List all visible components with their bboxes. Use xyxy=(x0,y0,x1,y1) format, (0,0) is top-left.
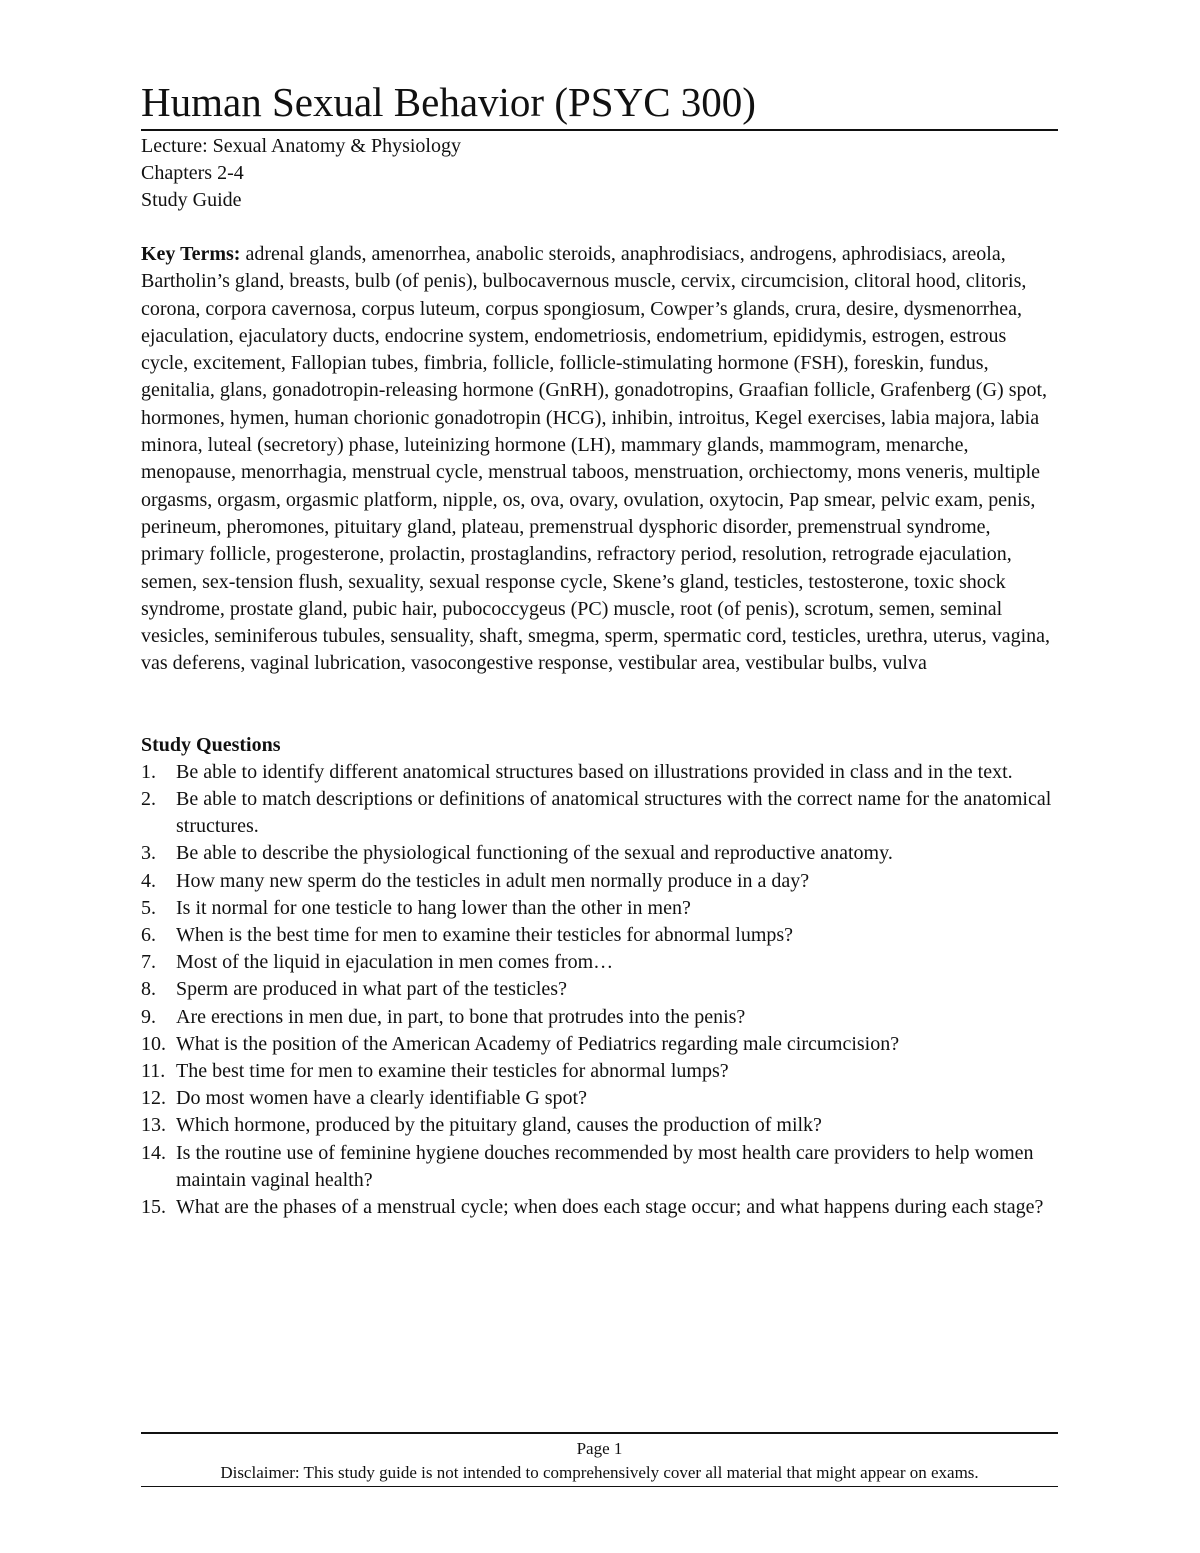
key-terms-label: Key Terms: xyxy=(141,243,241,265)
question-number: 12. xyxy=(141,1087,166,1110)
question-text: When is the best time for men to examine their testicles for abnormal lumps? xyxy=(176,923,794,946)
question-text: Are erections in men due, in part, to bone that protrudes into the penis? xyxy=(176,1005,746,1028)
question-number: 3. xyxy=(141,842,156,865)
question-number: 10. xyxy=(141,1032,166,1055)
list-item xyxy=(141,1085,1058,1112)
question-number: 2. xyxy=(141,787,156,810)
question-number: 11. xyxy=(141,1059,166,1082)
list-item xyxy=(141,868,1058,895)
study-questions-heading: Study Questions xyxy=(141,733,281,756)
list-item xyxy=(141,786,1058,840)
question-text: Be able to describe the physiological functioning of the sexual and reproductive anatomy. xyxy=(176,842,893,865)
question-text: Which hormone, produced by the pituitary gland, causes the production of milk? xyxy=(176,1114,822,1137)
question-number: 15. xyxy=(141,1196,166,1218)
key-terms-text: adrenal glands, amenorrhea, anabolic steroids, anaphrodisiacs, androgens, aphrodisiacs, areola, Bartholin’s gland, breasts, bulb (of penis), bulbocavernous muscle, cervix, circumcision, clitoral hood, clitoris, corona, corpora cavernosa, corpus luteum, corpus spongiosum, Cowper’s glands, crura, desire, dysmenorrhea, ejaculation, ejaculatory ducts, endocrine system, endometriosis, endometrium, epididymis, estrogen, estrous cycle, excitement, Fallopian tubes, fimbria, follicle, follicle-stimulating hormone (FSH), foreskin, fundus, genitalia, glans, gonadotropin-releasing hormone (GnRH), gonadotropins, Graafian follicle, Grafenberg (G) spot, hormones, hymen, human chorionic gonadotropin (HCG), inhibin, introitus, Kegel exercises, labia majora, labia minora, luteal (secretory) phase, luteinizing hormone (LH), mammary glands, mammogram, menarche, menopause, menorrhagia, menstrual cycle, menstrual taboos, menstruation, orchiectomy, mons veneris, multiple orgasms, orgasm, orgasmic platform, nipple, os, ova, ovary, ovulation, oxytocin, Pap smear, pelvic exam, penis, perineum, pheromones, pituitary gland, plateau, premenstrual dysphoric disorder, premenstrual syndrome, primary follicle, progesterone, prolactin, prostaglandins, refractory period, resolution, retrograde ejaculation, semen, sex-tension flush, sexuality, sexual response cycle, Skene’s gland, testicles, testosterone, toxic shock syndrome, prostate gland, pubic hair, pubococcygeus (PC) muscle, root (of penis), scrotum, semen, seminal vesicles, seminiferous tubules, sensuality, shaft, smegma, sperm, spermatic cord, testicles, urethra, uterus, vagina, vas deferens, vaginal lubrication, vasocongestive response, vestibular area, vestibular bulbs, vulva xyxy=(141,243,1051,675)
page-footer xyxy=(141,1432,1058,1487)
question-number: 5. xyxy=(141,896,156,919)
page-title: Human Sexual Behavior (PSYC 300) xyxy=(141,76,1058,131)
chapters-line: Chapters 2-4 xyxy=(141,162,244,184)
question-number: 4. xyxy=(141,869,156,892)
list-item xyxy=(141,759,1058,786)
list-item xyxy=(141,1112,1058,1139)
list-item xyxy=(141,1140,1058,1194)
question-text: Is the routine use of feminine hygiene douches recommended by most health care providers to help women maintain vaginal health? xyxy=(176,1141,1034,1191)
question-number: 8. xyxy=(141,978,156,1001)
question-number: 6. xyxy=(141,923,156,946)
list-item xyxy=(141,976,1058,1003)
header-subtitles xyxy=(141,133,1058,214)
key-terms-paragraph xyxy=(141,241,1058,678)
study-questions-list xyxy=(141,759,1058,1221)
question-text: Sperm are produced in what part of the testicles? xyxy=(176,978,567,1001)
page-number: Page 1 xyxy=(576,1439,623,1458)
question-text: What are the phases of a menstrual cycle; when does each stage occur; and what happens during each stage? xyxy=(176,1196,1044,1218)
list-item xyxy=(141,1194,1058,1221)
question-text: Is it normal for one testicle to hang lower than the other in men? xyxy=(176,896,691,919)
question-text: How many new sperm do the testicles in adult men normally produce in a day? xyxy=(176,869,810,892)
question-text: The best time for men to examine their testicles for abnormal lumps? xyxy=(176,1059,729,1082)
question-number: 14. xyxy=(141,1141,166,1164)
list-item xyxy=(141,1004,1058,1031)
question-text: What is the position of the American Academy of Pediatrics regarding male circumcision? xyxy=(176,1032,900,1055)
list-item xyxy=(141,840,1058,867)
lecture-line: Lecture: Sexual Anatomy & Physiology xyxy=(141,135,461,157)
question-text: Most of the liquid in ejaculation in men comes from… xyxy=(176,951,614,974)
list-item xyxy=(141,895,1058,922)
disclaimer: Disclaimer: This study guide is not intended to comprehensively cover all material that might appear on exams. xyxy=(141,1462,1058,1487)
list-item xyxy=(141,1058,1058,1085)
question-number: 7. xyxy=(141,951,156,974)
question-text: Be able to identify different anatomical structures based on illustrations provided in class and in the text. xyxy=(176,760,1013,783)
question-number: 13. xyxy=(141,1114,166,1137)
doc-type-line: Study Guide xyxy=(141,189,242,211)
list-item xyxy=(141,1031,1058,1058)
list-item xyxy=(141,922,1058,949)
question-text: Do most women have a clearly identifiable G spot? xyxy=(176,1087,587,1110)
question-text: Be able to match descriptions or definitions of anatomical structures with the correct name for the anatomical structures. xyxy=(176,787,1052,838)
document-page xyxy=(141,76,1058,1221)
question-number: 1. xyxy=(141,760,156,783)
list-item xyxy=(141,949,1058,976)
question-number: 9. xyxy=(141,1005,156,1028)
